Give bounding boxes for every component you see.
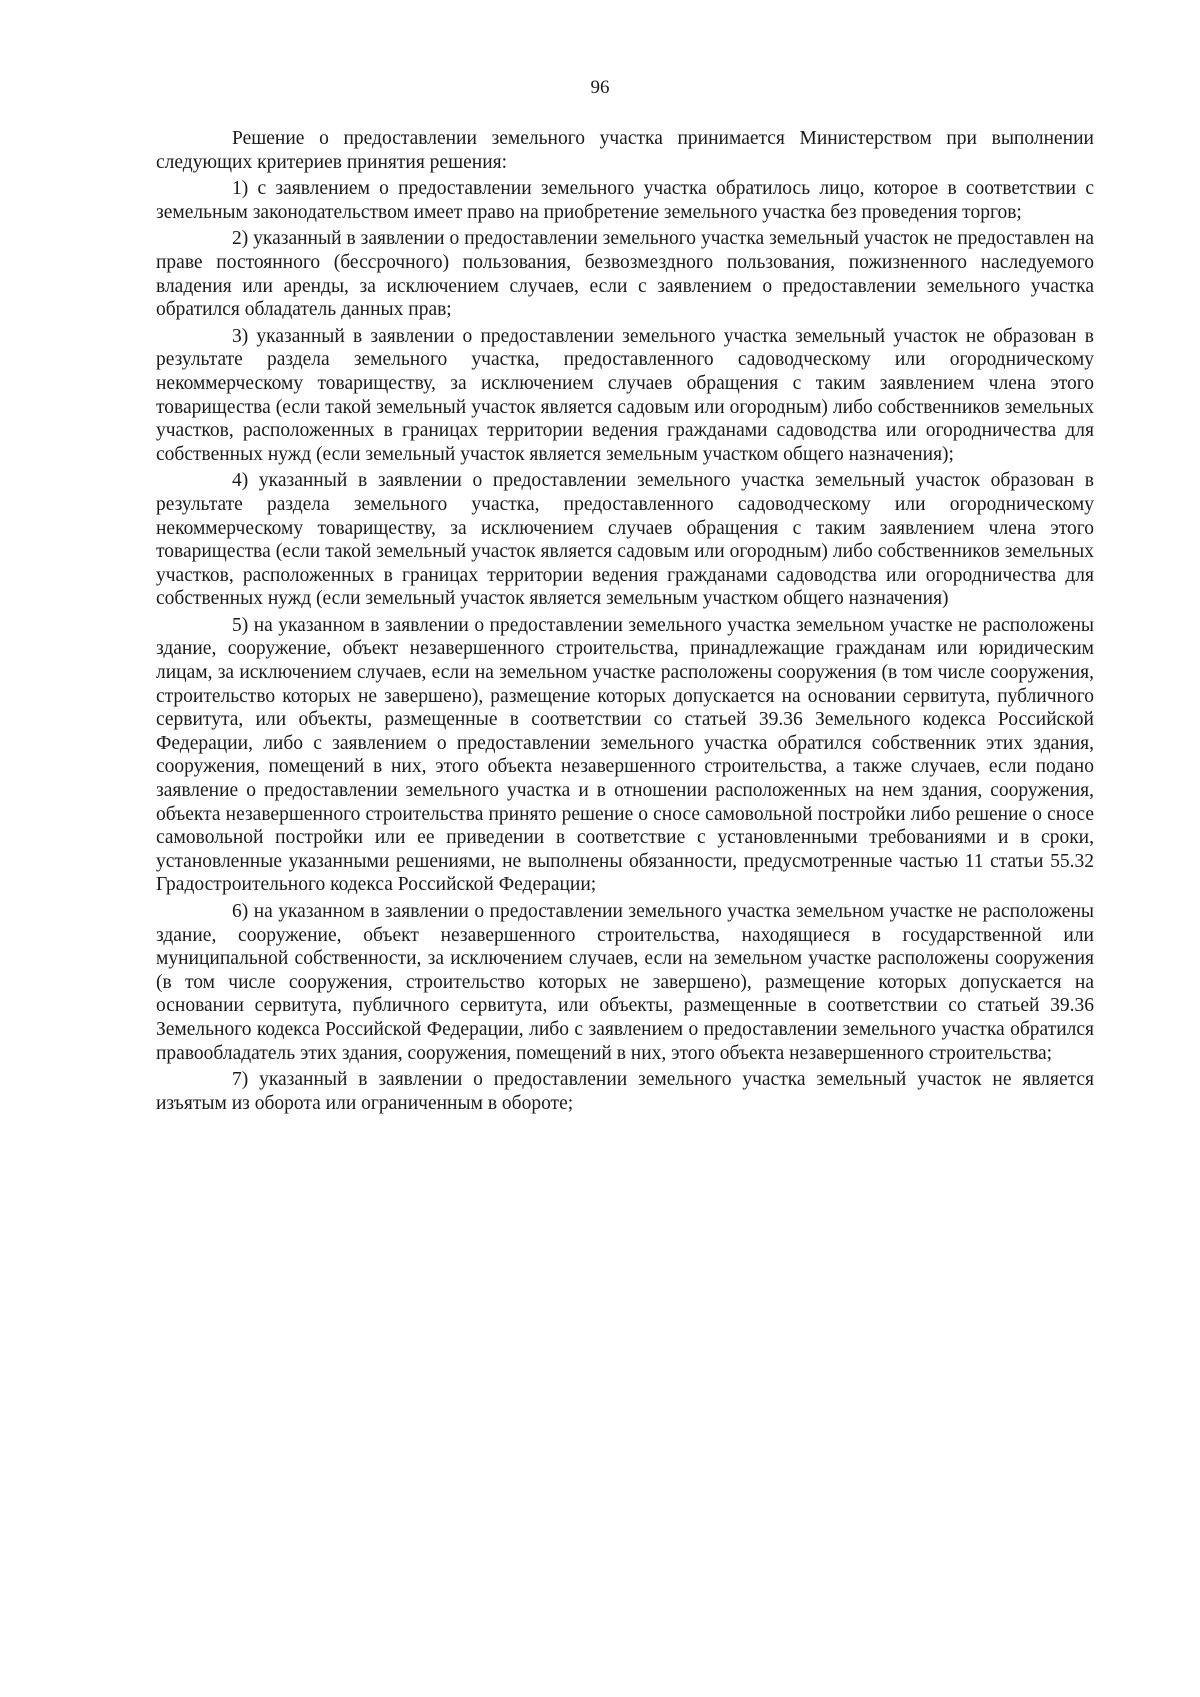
page-number: 96 bbox=[590, 77, 610, 98]
criterion-1: 1) с заявлением о предоставлении земельного участка обратилось лицо, которое в соответствии с земельным законодательством имеет право на приобретение земельного участка без проведения торгов; bbox=[156, 178, 1094, 223]
criterion-6: 6) на указанном в заявлении о предоставлении земельного участка земельном участке не расположены здание, сооружение, объект незавершенного строительства, находящиеся в государственной или муниципальной собственности, за исключением случаев, если на земельном участке расположены сооружения (в том числе сооружения, строительство которых не завершено), размещение которых допускается на основании сервитута, публичного сервитута, или объекты, размещенные в соответствии со статьей 39.36 Земельного кодекса Российской Федерации, либо с заявлением о предоставлении земельного участка обратился правообладатель этих здания, сооружения, помещений в них, этого объекта незавершенного строительства; bbox=[156, 901, 1094, 1064]
criterion-4: 4) указанный в заявлении о предоставлении земельного участка земельный участок образован в результате раздела земельного участка, предоставленного садоводческому или огородническому некоммерческому товариществу, за исключением случаев обращения с таким заявлением члена этого товарищества (если такой земельный участок является садовым или огородным) либо собственников земельных участков, расположенных в границах территории ведения гражданами садоводства или огородничества для собственных нужд (если земельный участок является земельным участком общего назначения) bbox=[156, 470, 1094, 610]
intro-paragraph: Решение о предоставлении земельного участка принимается Министерством при выполнении следующих критериев принятия решения: bbox=[156, 128, 1094, 173]
criterion-3: 3) указанный в заявлении о предоставлении земельного участка земельный участок не образован в результате раздела земельного участка, предоставленного садоводческому или огородническому некоммерческому товариществу, за исключением случаев обращения с таким заявлением члена этого товарищества (если такой земельный участок является садовым или огородным) либо собственников земельных участков, расположенных в границах территории ведения гражданами садоводства или огородничества для собственных нужд (если земельный участок является земельным участком общего назначения); bbox=[156, 325, 1094, 465]
criterion-7: 7) указанный в заявлении о предоставлении земельного участка земельный участок не является изъятым из оборота или ограниченным в обороте; bbox=[156, 1069, 1094, 1114]
criterion-5: 5) на указанном в заявлении о предоставлении земельного участка земельном участке не расположены здание, сооружение, объект незавершенного строительства, принадлежащие гражданам или юридическим лицам, за исключением случаев, если на земельном участке расположены сооружения (в том числе сооружения, строительство которых не завершено), размещение которых допускается на основании сервитута, публичного сервитута, или объекты, размещенные в соответствии со статьей 39.36 Земельного кодекса Российской Федерации, либо с заявлением о предоставлении земельного участка обратился собственник этих здания, сооружения, помещений в них, этого объекта незавершенного строительства, а также случаев, если подано заявление о предоставлении земельного участка и в отношении расположенных на нем здания, сооружения, объекта незавершенного строительства принято решение о сносе самовольной постройки либо решение о сносе самовольной постройки или ее приведении в соответствие с установленными требованиями и в сроки, установленные указанными решениями, не выполнены обязанности, предусмотренные частью 11 статьи 55.32 Градостроительного кодекса Российской Федерации; bbox=[156, 614, 1094, 896]
criterion-2: 2) указанный в заявлении о предоставлении земельного участка земельный участок не предоставлен на праве постоянного (бессрочного) пользования, безвозмездного пользования, пожизненного наследуемого владения или аренды, за исключением случаев, если с заявлением о предоставлении земельного участка обратился обладатель данных прав; bbox=[156, 228, 1094, 321]
document-body bbox=[156, 127, 1094, 1118]
